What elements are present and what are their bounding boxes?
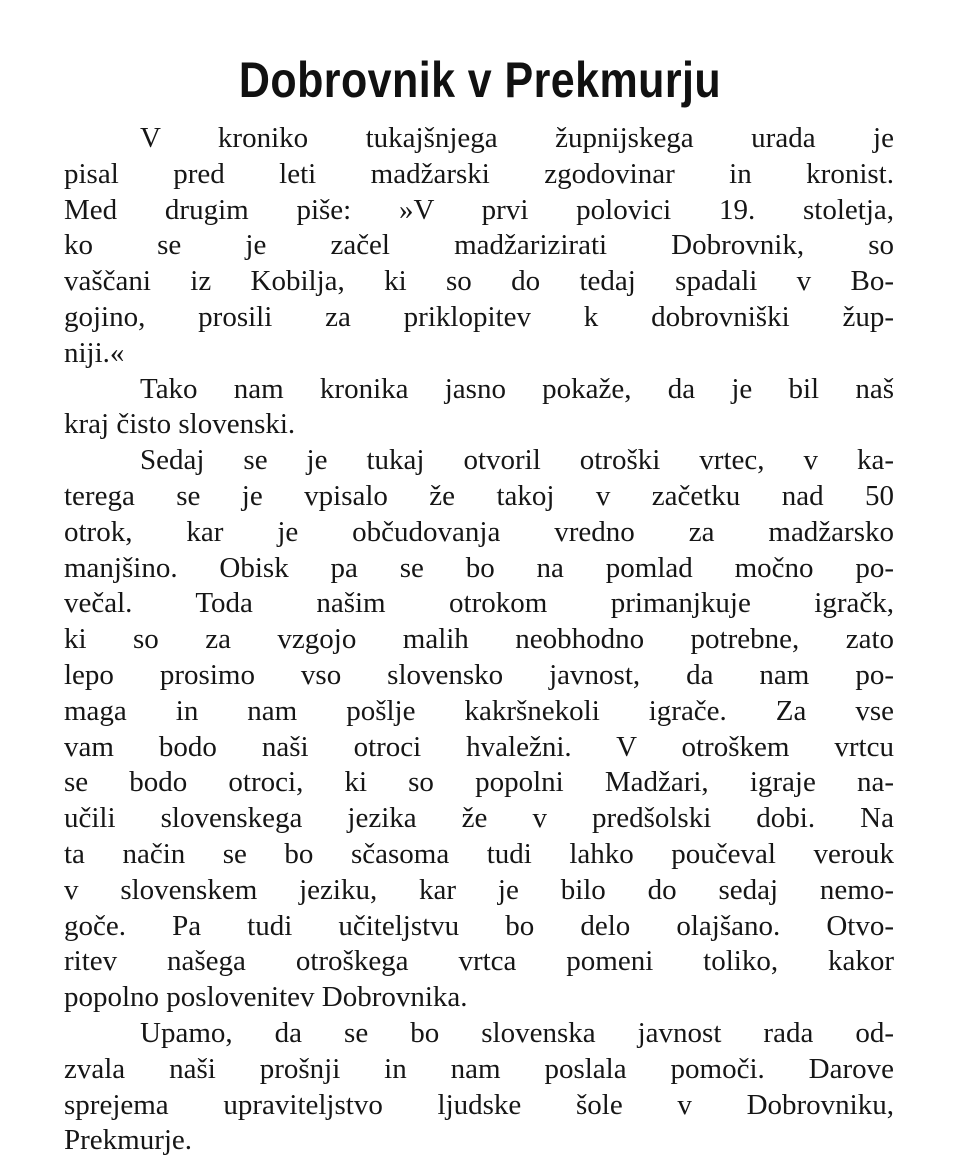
- text-line: ta način se bo sčasoma tudi lahko poučeval verouk: [64, 837, 894, 870]
- paragraph-3: [64, 443, 894, 1016]
- text-line: učili slovenskega jezika že v predšolski dobi. Na: [64, 802, 894, 835]
- text-line: manjšino. Obisk pa se bo na pomlad močno po-: [64, 551, 894, 584]
- text-line: večal. Toda našim otrokom primanjkuje igračk,: [64, 587, 894, 620]
- text-line: ki so za vzgojo malih neobhodno potrebne, zato: [64, 623, 894, 656]
- text-line: ritev našega otroškega vrtca pomeni toliko, kakor: [64, 945, 894, 978]
- text-line: Sedaj se je tukaj otvoril otroški vrtec, v ka-: [140, 444, 894, 477]
- article-body: [64, 121, 894, 1159]
- text-line: zvala naši prošnji in nam poslala pomoči. Darove: [64, 1052, 894, 1085]
- text-line: niji.«: [64, 336, 125, 369]
- text-line: ko se je začel madžarizirati Dobrovnik, so: [64, 229, 894, 262]
- text-line: Med drugim piše: »V prvi polovici 19. stoletja,: [64, 193, 894, 226]
- text-line: vam bodo naši otroci hvaležni. V otroškem vrtcu: [64, 730, 894, 763]
- text-line: terega se je vpisalo že takoj v začetku nad 50: [64, 479, 894, 512]
- text-line: V kroniko tukajšnjega župnijskega urada je: [140, 122, 894, 154]
- paragraph-4: [64, 1016, 894, 1159]
- paragraph-1: [64, 121, 894, 372]
- text-line: Prekmurje.: [64, 1124, 193, 1157]
- article-title: Dobrovnik v Prekmurju: [238, 52, 722, 108]
- text-line: Upamo, da se bo slovenska javnost rada od-: [140, 1016, 894, 1049]
- text-line: vaščani iz Kobilja, ki so do tedaj spadali v Bo-: [64, 265, 894, 298]
- paragraph-2: [64, 372, 894, 444]
- text-line: popolno poslovenitev Dobrovnika.: [64, 981, 468, 1014]
- text-line: goče. Pa tudi učiteljstvu bo delo olajšano. Otvo-: [64, 909, 894, 942]
- text-line: lepo prosimo vso slovensko javnost, da nam po-: [64, 658, 894, 691]
- text-line: pisal pred leti madžarski zgodovinar in kronist.: [64, 157, 894, 190]
- text-line: v slovenskem jeziku, kar je bilo do sedaj nemo-: [64, 873, 894, 906]
- text-line: gojino, prosili za priklopitev k dobrovniški žup-: [64, 300, 894, 333]
- text-line: maga in nam pošlje kakršnekoli igrače. Za vse: [64, 694, 894, 727]
- text-line: Tako nam kronika jasno pokaže, da je bil naš: [140, 372, 894, 405]
- text-line: otrok, kar je občudovanja vredno za madžarsko: [64, 515, 894, 548]
- text-line: kraj čisto slovenski.: [64, 408, 296, 441]
- text-line: sprejema upraviteljstvo ljudske šole v Dobrovniku,: [64, 1088, 894, 1121]
- text-line: se bodo otroci, ki so popolni Madžari, igraje na-: [64, 766, 894, 799]
